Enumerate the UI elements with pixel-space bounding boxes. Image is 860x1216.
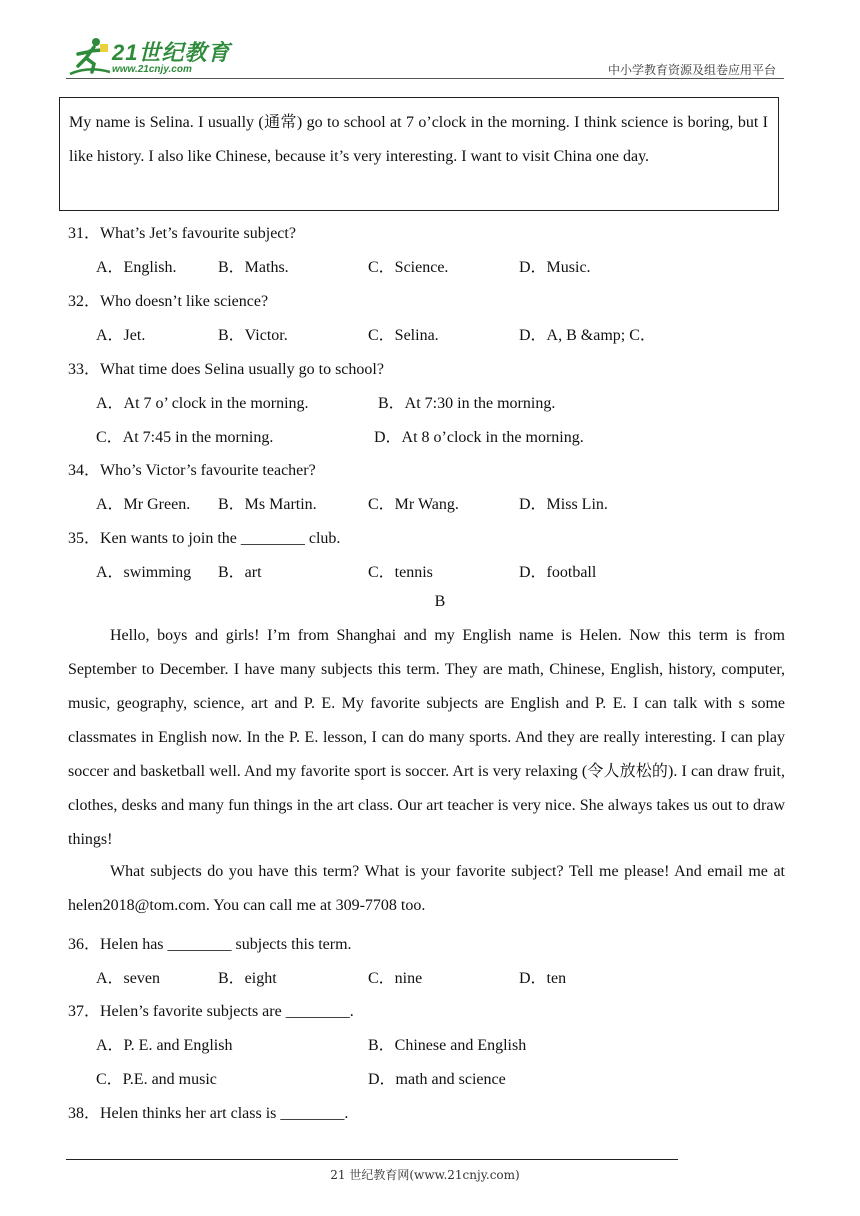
q34-option-d: D．Miss Lin. [519, 496, 608, 513]
footer-source-link[interactable]: 21 世纪教育网(www.21cnjy.com) [330, 1168, 520, 1182]
footer-divider [66, 1159, 678, 1160]
q36-option-b: B．eight [218, 970, 277, 987]
question-34-stem: 34．Who’s Victor’s favourite teacher? [68, 462, 316, 479]
q33-option-b: B．At 7:30 in the morning. [378, 395, 556, 412]
question-33-stem: 33．What time does Selina usually go to school? [68, 361, 384, 378]
q33-option-c: C．At 7:45 in the morning. [96, 429, 274, 446]
q34-option-c: C．Mr Wang. [368, 496, 459, 513]
q34-option-a: A．Mr Green. [96, 496, 191, 513]
q35-option-d: D．football [519, 564, 597, 581]
q36-option-a: A．seven [96, 970, 160, 987]
question-31-stem: 31．What’s Jet’s favourite subject? [68, 225, 296, 242]
q31-option-a: A．English. [96, 259, 177, 276]
q32-option-d: D．A, B &amp; C． [519, 327, 656, 344]
q32-option-a: A．Jet. [96, 327, 146, 344]
question-36-stem: 36．Helen has ________ subjects this term. [68, 936, 352, 953]
q36-option-c: C．nine [368, 970, 423, 987]
q37-option-d: D．math and science [368, 1071, 506, 1088]
q37-option-b: B．Chinese and English [368, 1037, 527, 1054]
logo-wordmark: 21世纪教育 [112, 40, 231, 65]
q35-option-c: C．tennis [368, 564, 433, 581]
q36-option-d: D．ten [519, 970, 567, 987]
q33-option-a: A．At 7 o’ clock in the morning. [96, 395, 309, 412]
q31-option-b: B．Maths. [218, 259, 289, 276]
section-b-paragraph-2: What subjects do you have this term? What is your favorite subject? Tell me please! And email me at helen2018@tom.com. You can call me at 309-7708 too. [68, 863, 785, 914]
q37-option-c: C．P.E. and music [96, 1071, 217, 1088]
site-logo [66, 36, 236, 78]
q32-option-b: B．Victor. [218, 327, 288, 344]
section-b-paragraph-1: Hello, boys and girls! I’m from Shanghai and my English name is Helen. Now this term is from September to December. I have many subjects this term. They are math, Chinese, English, history, computer, music, geography, science, art and P. E. My favorite subjects are English and P. E. I can talk with s some classmates in English now. In the P. E. lesson, I can do many sports. And they are really interesting. I can play soccer and basketball well. And my favorite sport is soccer. Art is very relaxing (令人放松的). I can draw fruit, clothes, desks and many fun things in the art class. Our art teacher is very nice. She always takes us out to draw things! [68, 627, 785, 848]
logo-url: www.21cnjy.com [112, 64, 192, 75]
question-32-stem: 32．Who doesn’t like science? [68, 293, 269, 310]
section-b-title: B [434, 593, 446, 610]
q34-option-b: B．Ms Martin. [218, 496, 317, 513]
q35-option-b: B．art [218, 564, 262, 581]
q32-option-c: C．Selina. [368, 327, 439, 344]
header-divider [66, 78, 784, 79]
q35-option-a: A．swimming [96, 564, 192, 581]
q31-option-d: D．Music. [519, 259, 591, 276]
q37-option-a: A．P. E. and English [96, 1037, 233, 1054]
question-37-stem: 37．Helen’s favorite subjects are ________. [68, 1003, 354, 1020]
q33-option-d: D．At 8 o’clock in the morning. [374, 429, 584, 446]
runner-logo-icon [66, 36, 112, 78]
passage-a-box: My name is Selina. I usually (通常) go to school at 7 o’clock in the morning. I think science is boring, but I like history. I also like Chinese, because it’s very interesting. I want to visit China one day. [59, 97, 779, 211]
question-38-stem: 38．Helen thinks her art class is ________. [68, 1105, 349, 1122]
question-35-stem: 35．Ken wants to join the ________ club. [68, 530, 341, 547]
header-platform-text: 中小学教育资源及组卷应用平台 [607, 63, 776, 77]
q31-option-c: C．Science. [368, 259, 449, 276]
